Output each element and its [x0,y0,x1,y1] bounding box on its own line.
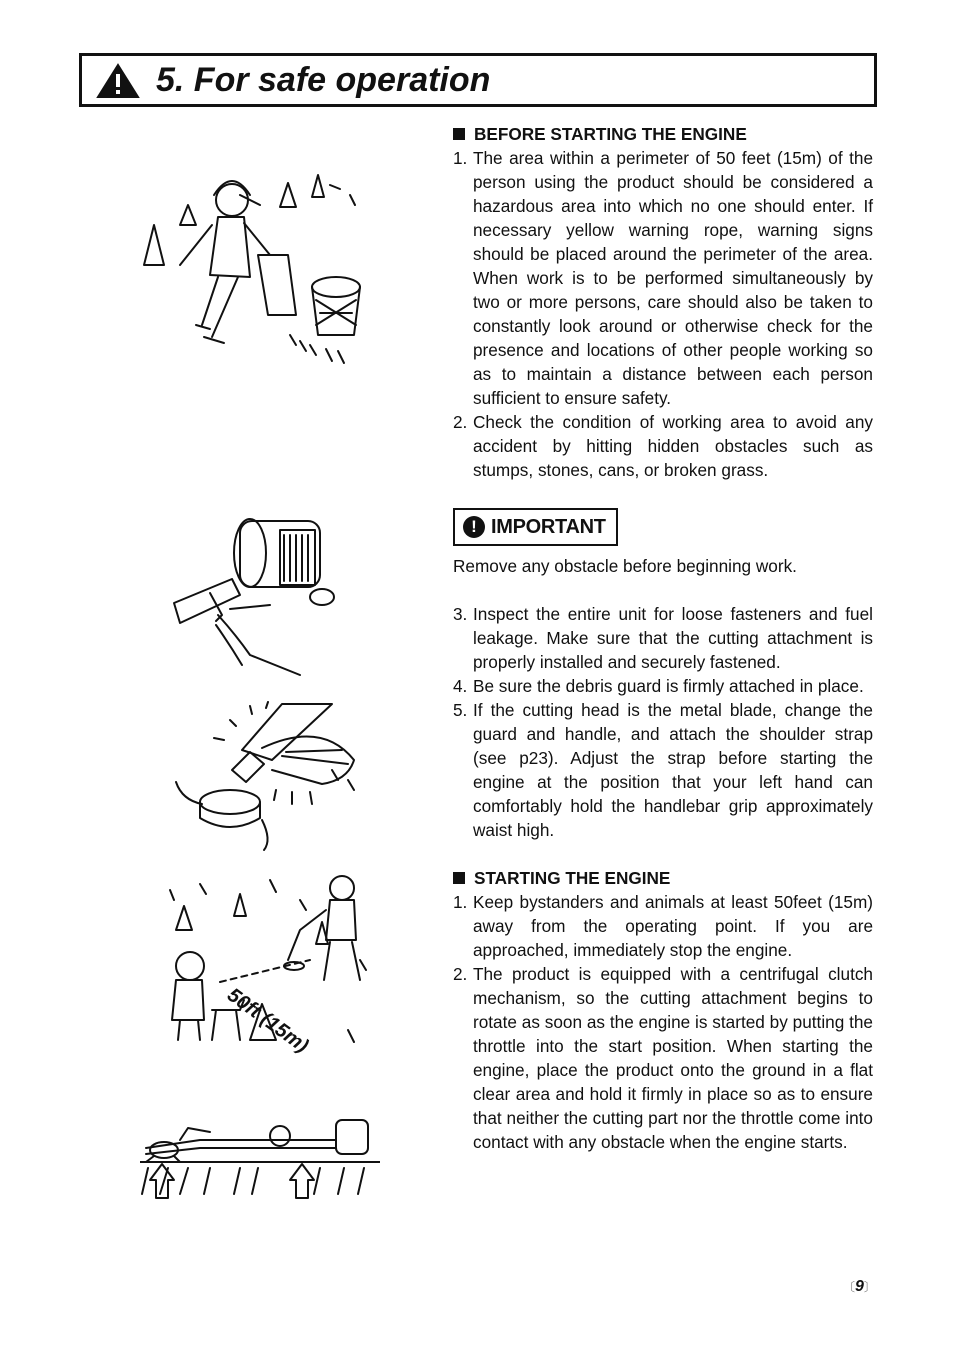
list-item: 1. The area within a perimeter of 50 feet (15m) of the person using the product should be considered a hazardous area into which no one should enter. If necessary yellow warning rope, warning signs should be placed around the perimeter of the area. When work is to be performed simultaneously by two or more persons, care should also be taken to constantly look around or otherwise check for the presence and locations of other people working so as to maintain a distance between each person sufficient to ensure safety. [453,148,873,408]
section-title-box [79,53,877,107]
debris-guard-illustration [172,700,367,855]
important-note: Remove any obstacle before beginning work. [453,556,797,576]
instructions-column [453,122,873,1154]
list-item: 2. The product is equipped with a centrifugal clutch mechanism, so the cutting attachment begins to rotate as soon as the engine is started by putting the throttle into the start position. When starting the engine, place the product onto the ground in a flat clear area and hold it firmly in place so as to ensure that neither the cutting part nor the throttle come into contact with any obstacle when the engine starts. [453,964,873,1152]
engine-inspection-illustration [170,505,345,680]
before-starting-heading: BEFORE STARTING THE ENGINE [453,122,873,146]
list-item: 1. Keep bystanders and animals at least 50feet (15m) away from the operating point. If you are approached, immediately stop the engine. [453,892,873,960]
before-starting-list [453,146,873,482]
list-item: 4. Be sure the debris guard is firmly attached in place. [453,676,864,696]
square-bullet-icon [453,872,465,884]
distance-label: 50ft (15m) [223,984,313,1058]
page-title: 5. For safe operation [156,61,491,99]
trimmer-on-ground-illustration [140,1110,380,1200]
square-bullet-icon [453,128,465,140]
list-item: 2. Check the condition of working area to avoid any accident by hitting hidden obstacles such as stumps, stones, cans, or broken grass. [453,412,873,480]
starting-engine-heading: STARTING THE ENGINE [453,866,873,890]
list-item: 5. If the cutting head is the metal blade, change the guard and handle, and attach the shoulder strap (see p23). Adjust the strap before starting the engine at the position that your left hand can comfortably hold the handlebar grip approximately waist high. [453,700,873,840]
starting-engine-list [453,890,873,1154]
page-number: 〔9〕 [843,1278,876,1295]
list-item: 3. Inspect the entire unit for loose fasteners and fuel leakage. Make sure that the cutting attachment is properly installed and securely fastened. [453,604,873,672]
exclamation-icon: ! [463,516,485,538]
inspection-list [453,602,873,842]
important-badge [453,508,618,546]
hazard-area-illustration [140,165,370,370]
warning-triangle-icon [96,63,140,99]
important-label: IMPORTANT [491,516,606,538]
